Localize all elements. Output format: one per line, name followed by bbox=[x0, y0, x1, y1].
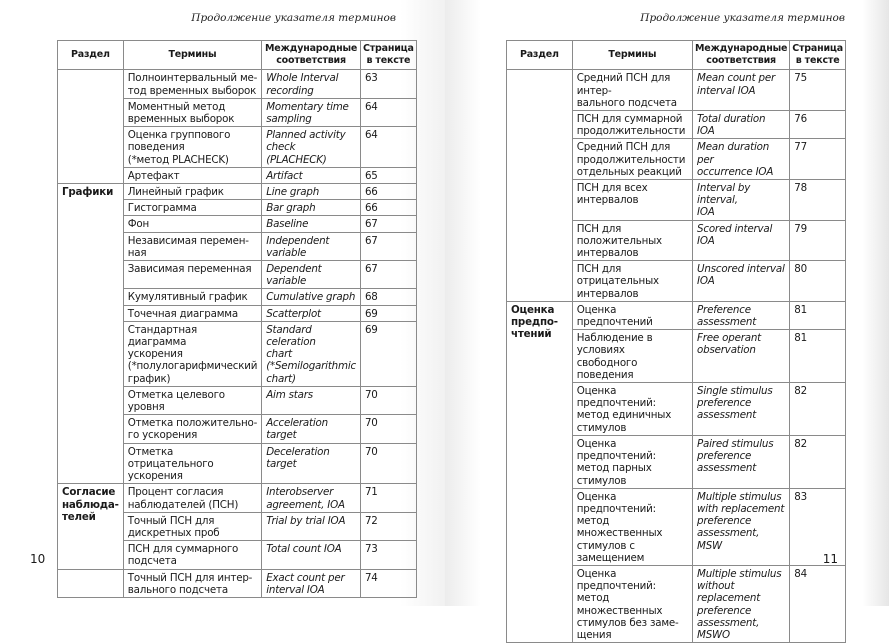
term-cell: Отметка положительно- го ускорения bbox=[123, 415, 261, 443]
page-cell: 76 bbox=[790, 111, 846, 139]
term-cell: Оценка предпочтений: метод множественных стимулов без заме- щения bbox=[572, 565, 692, 642]
international-term-cell: Unscored interval IOA bbox=[693, 261, 790, 302]
header-section: Раздел bbox=[58, 41, 124, 70]
term-cell: Линейный график bbox=[123, 184, 261, 200]
international-term-cell: Trial by trial IOA bbox=[262, 512, 361, 540]
international-term-cell: Artifact bbox=[262, 167, 361, 183]
header-terms: Термины bbox=[572, 41, 692, 70]
international-term-cell: Cumulative graph bbox=[262, 289, 361, 305]
section-cell: Оценка предпо- чтений bbox=[507, 301, 573, 642]
term-cell: Оценка предпочтений bbox=[572, 301, 692, 329]
page-cell: 84 bbox=[790, 565, 846, 642]
page-number: 10 bbox=[30, 552, 46, 566]
page-cell: 74 bbox=[360, 569, 416, 597]
table-row bbox=[58, 484, 417, 512]
running-head: Продолжение указателя терминов bbox=[640, 12, 845, 24]
page-cell: 71 bbox=[360, 484, 416, 512]
international-term-cell: Acceleration target bbox=[262, 415, 361, 443]
page-cell: 64 bbox=[360, 98, 416, 126]
international-term-cell: Bar graph bbox=[262, 200, 361, 216]
page-cell: 83 bbox=[790, 488, 846, 565]
page-cell: 82 bbox=[790, 435, 846, 488]
term-cell: ПСН для положительных интервалов bbox=[572, 220, 692, 261]
term-cell: Полноинтервальный ме- тод временных выборок bbox=[123, 70, 261, 98]
table-row bbox=[58, 569, 417, 597]
page-cell: 66 bbox=[360, 200, 416, 216]
international-term-cell: Multiple stimulus with replacement preference assessment, MSW bbox=[693, 488, 790, 565]
page-cell: 73 bbox=[360, 541, 416, 569]
right-page bbox=[445, 0, 889, 641]
term-cell: ПСН для суммарного подсчета bbox=[123, 541, 261, 569]
table-header-row bbox=[507, 41, 846, 70]
header-international: Международные соответствия bbox=[262, 41, 361, 70]
international-term-cell: Scored interval IOA bbox=[693, 220, 790, 261]
term-cell: Артефакт bbox=[123, 167, 261, 183]
table-row bbox=[58, 70, 417, 98]
section-cell: Согласие наблюда- телей bbox=[58, 484, 124, 569]
international-term-cell: Paired stimulus preference assessment bbox=[693, 435, 790, 488]
page-cell: 70 bbox=[360, 415, 416, 443]
international-term-cell: Dependent variable bbox=[262, 261, 361, 289]
international-term-cell: Interval by interval, IOA bbox=[693, 180, 790, 221]
term-cell: Точный ПСН для интер- вального подсчета bbox=[123, 569, 261, 597]
international-term-cell: Total duration IOA bbox=[693, 111, 790, 139]
section-cell bbox=[58, 569, 124, 597]
term-cell: Стандартная диаграмма ускорения (*полулогарифмический график) bbox=[123, 321, 261, 386]
left-page bbox=[0, 0, 445, 606]
page-cell: 82 bbox=[790, 383, 846, 436]
header-section: Раздел bbox=[507, 41, 573, 70]
section-cell bbox=[507, 70, 573, 301]
section-cell bbox=[58, 70, 124, 184]
page-cell: 69 bbox=[360, 321, 416, 386]
header-international: Международные соответствия bbox=[693, 41, 790, 70]
international-term-cell: Baseline bbox=[262, 216, 361, 232]
table-row bbox=[58, 184, 417, 200]
term-cell: Кумулятивный график bbox=[123, 289, 261, 305]
international-term-cell: Single stimulus preference assessment bbox=[693, 383, 790, 436]
terms-table bbox=[57, 40, 417, 598]
term-cell: Наблюдение в условиях свободного поведения bbox=[572, 330, 692, 383]
page-cell: 65 bbox=[360, 167, 416, 183]
terms-table bbox=[506, 40, 846, 643]
term-cell: ПСН для отрицательных интервалов bbox=[572, 261, 692, 302]
term-cell: Гистограмма bbox=[123, 200, 261, 216]
international-term-cell: Total count IOA bbox=[262, 541, 361, 569]
page-cell: 75 bbox=[790, 70, 846, 111]
running-head: Продолжение указателя терминов bbox=[191, 12, 396, 24]
term-cell: Оценка предпочтений: метод единичных стимулов bbox=[572, 383, 692, 436]
term-cell: Моментный метод временных выборок bbox=[123, 98, 261, 126]
header-page: Страница в тексте bbox=[360, 41, 416, 70]
table-row bbox=[507, 301, 846, 329]
international-term-cell: Free operant observation bbox=[693, 330, 790, 383]
international-term-cell: Scatterplot bbox=[262, 305, 361, 321]
international-term-cell: Multiple stimulus without replacement preference assessment, MSWO bbox=[693, 565, 790, 642]
page-cell: 77 bbox=[790, 139, 846, 180]
page-number: 11 bbox=[822, 552, 838, 566]
term-cell: ПСН для суммарной продолжительности bbox=[572, 111, 692, 139]
page-cell: 81 bbox=[790, 301, 846, 329]
term-cell: Точечная диаграмма bbox=[123, 305, 261, 321]
international-term-cell: Whole Interval recording bbox=[262, 70, 361, 98]
page-cell: 64 bbox=[360, 127, 416, 168]
page-cell: 66 bbox=[360, 184, 416, 200]
international-term-cell: Interobserver agreement, IOA bbox=[262, 484, 361, 512]
international-term-cell: Momentary time sampling bbox=[262, 98, 361, 126]
page-cell: 67 bbox=[360, 216, 416, 232]
page-cell: 72 bbox=[360, 512, 416, 540]
header-page: Страница в тексте bbox=[790, 41, 846, 70]
term-cell: Оценка группового поведения (*метод PLACHECK) bbox=[123, 127, 261, 168]
page-cell: 69 bbox=[360, 305, 416, 321]
table-header-row bbox=[58, 41, 417, 70]
international-term-cell: Mean count per interval IOA bbox=[693, 70, 790, 111]
term-cell: Средний ПСН для интер- вального подсчета bbox=[572, 70, 692, 111]
term-cell: Процент согласия наблюдателей (ПСН) bbox=[123, 484, 261, 512]
term-cell: Независимая перемен- ная bbox=[123, 232, 261, 260]
page-cell: 81 bbox=[790, 330, 846, 383]
international-term-cell: Aim stars bbox=[262, 386, 361, 414]
term-cell: Оценка предпочтений: метод множественных стимулов с замещением bbox=[572, 488, 692, 565]
page-cell: 80 bbox=[790, 261, 846, 302]
page-cell: 70 bbox=[360, 386, 416, 414]
international-term-cell: Mean duration per occurrence IOA bbox=[693, 139, 790, 180]
table-row bbox=[507, 70, 846, 111]
term-cell: ПСН для всех интервалов bbox=[572, 180, 692, 221]
page-cell: 68 bbox=[360, 289, 416, 305]
section-cell: Графики bbox=[58, 184, 124, 484]
international-term-cell: Line graph bbox=[262, 184, 361, 200]
international-term-cell: Exact count per interval IOA bbox=[262, 569, 361, 597]
term-cell: Оценка предпочтений: метод парных стимулов bbox=[572, 435, 692, 488]
page-cell: 67 bbox=[360, 261, 416, 289]
term-cell: Фон bbox=[123, 216, 261, 232]
term-cell: Точный ПСН для дискретных проб bbox=[123, 512, 261, 540]
international-term-cell: Deceleration target bbox=[262, 443, 361, 484]
international-term-cell: Standard celeration chart (*Semilogarithmic chart) bbox=[262, 321, 361, 386]
international-term-cell: Preference assessment bbox=[693, 301, 790, 329]
term-cell: Отметка отрицательного ускорения bbox=[123, 443, 261, 484]
page-cell: 78 bbox=[790, 180, 846, 221]
page-cell: 67 bbox=[360, 232, 416, 260]
international-term-cell: Independent variable bbox=[262, 232, 361, 260]
header-terms: Термины bbox=[123, 41, 261, 70]
international-term-cell: Planned activity check (PLACHECK) bbox=[262, 127, 361, 168]
page-cell: 63 bbox=[360, 70, 416, 98]
page-cell: 70 bbox=[360, 443, 416, 484]
page-cell: 79 bbox=[790, 220, 846, 261]
term-cell: Средний ПСН для продолжительности отдельных реакций bbox=[572, 139, 692, 180]
term-cell: Зависимая переменная bbox=[123, 261, 261, 289]
term-cell: Отметка целевого уровня bbox=[123, 386, 261, 414]
